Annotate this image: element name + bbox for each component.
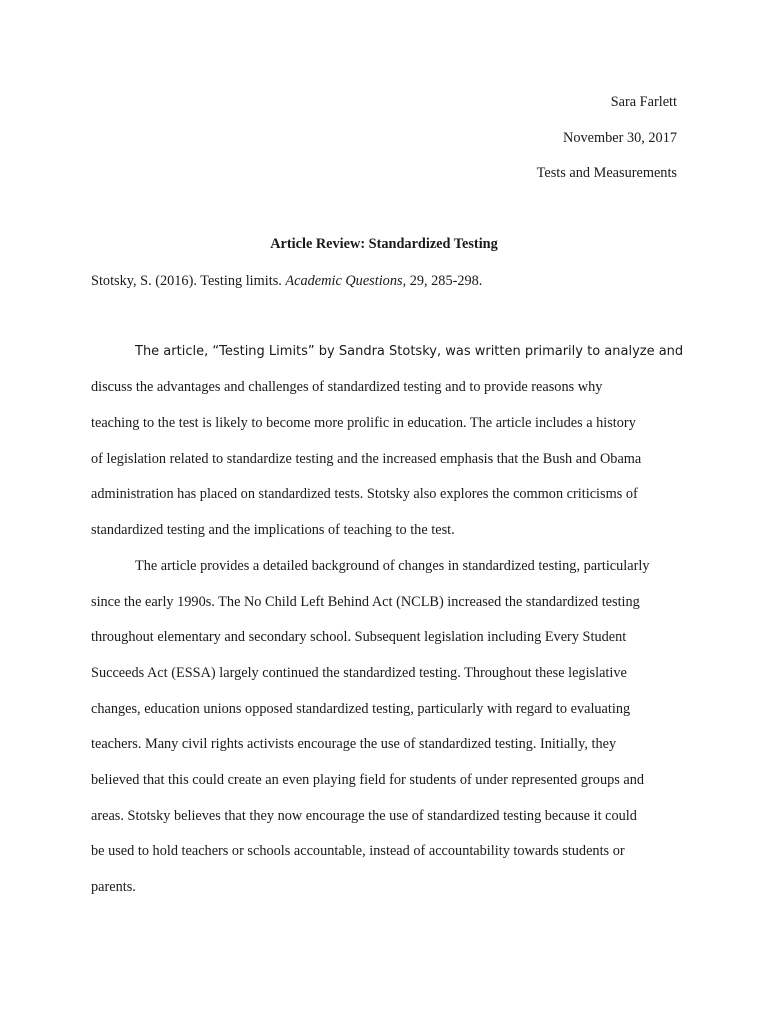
paragraph-line: Succeeds Act (ESSA) largely continued the standardized testing. Throughout these legislative	[91, 665, 627, 681]
course-name: Tests and Measurements	[536, 165, 677, 181]
paragraph-line: The article, “Testing Limits” by Sandra Stotsky, was written primarily to analyze and	[135, 344, 684, 359]
paragraph-line: discuss the advantages and challenges of standardized testing and to provide reasons why	[91, 379, 603, 395]
citation-text: Stotsky, S. (2016). Testing limits.	[91, 273, 286, 289]
citation-journal: Academic Questions	[285, 273, 403, 289]
paragraph-line: throughout elementary and secondary school. Subsequent legislation including Every Student	[91, 629, 627, 645]
paragraph-line: since the early 1990s. The No Child Left Behind Act (NCLB) increased the standardized testing	[91, 594, 640, 610]
paragraph-line: of legislation related to standardize testing and the increased emphasis that the Bush and Obama	[91, 451, 642, 467]
paragraph-line: areas. Stotsky believes that they now encourage the use of standardized testing because it could	[91, 808, 637, 824]
paragraph-line: administration has placed on standardized tests. Stotsky also explores the common criticisms of	[91, 486, 638, 502]
paragraph-line: standardized testing and the implications of teaching to the test.	[91, 522, 455, 538]
author-name: Sara Farlett	[610, 94, 677, 110]
paragraph-line: The article provides a detailed background of changes in standardized testing, particularly	[135, 558, 650, 574]
paragraph-line: believed that this could create an even playing field for students of under represented groups and	[91, 772, 645, 788]
paragraph-line: teaching to the test is likely to become more prolific in education. The article includes a history	[91, 415, 636, 431]
document-date: November 30, 2017	[563, 130, 677, 146]
paragraph-line: be used to hold teachers or schools accountable, instead of accountability towards students or	[91, 843, 625, 859]
paragraph-line: teachers. Many civil rights activists encourage the use of standardized testing. Initially, they	[91, 736, 617, 752]
citation	[91, 271, 482, 291]
citation-details: , 29, 285-298.	[402, 273, 483, 289]
page-title: Article Review: Standardized Testing	[270, 236, 498, 252]
paragraph-line: changes, education unions opposed standardized testing, particularly with regard to evaluating	[91, 701, 631, 717]
paragraph-line: parents.	[91, 879, 136, 895]
